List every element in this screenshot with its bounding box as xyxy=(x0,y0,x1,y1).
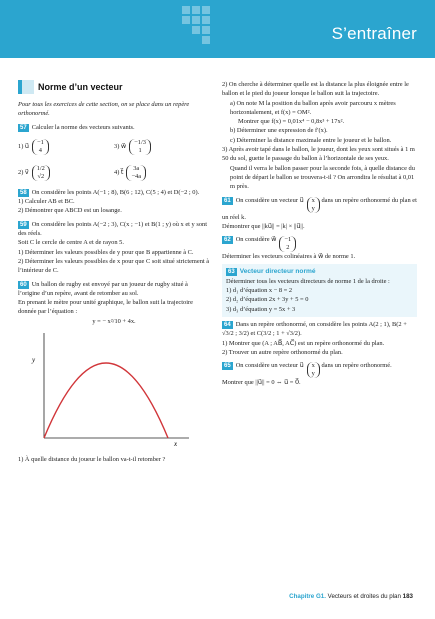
vector-t: 4) t⃗ 3a −4a xyxy=(114,160,210,186)
ex61-text2: Démontrer que ||ku⃗|| = |k| × ||u⃗||. xyxy=(222,222,305,230)
ex59-text2: Soit C le cercle de centre A et de rayon 5. xyxy=(18,239,124,247)
ex64-q2: 2) Trouver un autre repère orthonormé du plan. xyxy=(222,348,343,356)
x-axis-label: x xyxy=(174,440,178,449)
exercise-64: 64 Dans un repère orthonormé, on considère les points A(2 ; 1), B(2 + √3/2 ; 3/2) et C(3/2 ; 1 + √3/2). xyxy=(222,320,407,338)
ex58-q2: 2) Démontrer que ABCD est un losange. xyxy=(18,207,122,215)
page-header xyxy=(0,0,435,58)
left-column xyxy=(18,80,210,465)
trajectory-curve xyxy=(44,363,168,438)
ex59-q2: 2) Déterminer les valeurs possibles de x pour que C soit situé strictement à l’intérieur de C. xyxy=(18,257,210,275)
ex58-q1: 1) Calculer AB et BC. xyxy=(18,198,75,206)
vector-w: 3) w⃗ −1/3 1 xyxy=(114,134,210,160)
vector-u: 1) u⃗ −1 4 xyxy=(18,134,114,160)
vector-v: 2) v⃗ 1/2 √2 xyxy=(18,160,114,186)
ex60-q1: 1) À quelle distance du joueur le ballon va-t-il retomber ? xyxy=(18,456,166,464)
page-number: 183 xyxy=(402,593,413,600)
ex64-q1: 1) Montrer que (A ; AB⃗, AC⃗) est un repère orthonormé du plan. xyxy=(222,339,385,347)
ex60-q3b: Quand il verra le ballon passer pour la seconde fois, à quelle distance du point de départ le ballon se trouvera-t-il ? On arrondira le résultat à 0,01 m près. xyxy=(230,164,415,191)
ex60-qb: b) Déterminer une expression de f′(x). xyxy=(230,127,328,135)
right-column xyxy=(222,80,417,387)
page-title: S’entraîner xyxy=(331,24,417,43)
ex60-q3: 3) Après avoir tapé dans le ballon, le joueur, dont les yeux sont situés à 1 m 50 du sol, guette le passage du ballon à l’horizontale de ses yeux. xyxy=(222,146,415,163)
header-decoration xyxy=(182,0,212,58)
ex62-text2: Déterminer les vecteurs colinéaires à w⃗ de norme 1. xyxy=(222,253,356,261)
y-axis-label: y xyxy=(32,356,36,365)
ex60-qa2: Montrer que f(x) = 0,01x⁴ − 0,8x³ + 17x². xyxy=(238,118,345,126)
footer-chapter: Chapitre G1. xyxy=(289,593,326,600)
section-intro: Pour tous les exercices de cette section, on se place dans un repère orthonormé. xyxy=(18,101,190,118)
exercise-58: 58 On considère les points A(−1 ; 8), B(6 ; 12), C(5 ; 4) et D(−2 ; 0). xyxy=(20,188,200,196)
footer-title: Vecteurs et droites du plan xyxy=(327,593,401,600)
ex60-q2: 2) On cherche à déterminer quelle est la distance la plus éloignée entre le ballon et le pied du joueur lorsque le ballon suit la trajectoire. xyxy=(222,81,409,98)
ex60-text2: En prenant le mètre pour unité graphique, le ballon suit la trajectoire donnée par l’équation : xyxy=(18,299,193,316)
section-title: Norme d’un vecteur xyxy=(18,80,210,94)
exercise-63: 63 Vecteur directeur normé Déterminer tous les vecteurs directeurs de norme 1 de la droite : 1) d₁ d’équation x − 8 = 2 2) d₂ d’équation 2x + 3y + 5 = 0 3) d₃ d’équation y = 5x + 3 xyxy=(222,264,417,316)
exercise-62: 62 On considère w⃗ −1 2 xyxy=(222,235,417,252)
ex59-q1: 1) Déterminer les valeurs possibles de y pour que B appartienne à C. xyxy=(18,248,194,256)
trajectory-graph xyxy=(24,328,194,448)
ex65-text2: Montrer que ||u⃗|| = 0 ⇔ u⃗ = 0⃗. xyxy=(222,379,301,387)
vector-list xyxy=(18,134,210,186)
ex60-qa: a) On note M la position du ballon après avoir parcouru x mètres horizontalement, et f(x) = OM². xyxy=(230,99,396,116)
ex60-qc: c) Déterminer la distance maximale entre le joueur et le ballon. xyxy=(230,136,392,144)
exercise-61: 61 On considère un vecteur u⃗ x y dans un repère orthonormé du plan et un réel k. xyxy=(222,196,417,221)
page-footer xyxy=(0,593,435,605)
exercise-57: 57 Calculer la norme des vecteurs suivants. xyxy=(20,123,135,131)
exercise-65: 65 On considère un vecteur u⃗ x y dans un repère orthonormé. xyxy=(224,362,392,378)
trajectory-formula: y = − x²/10 + 4x. xyxy=(92,317,136,325)
exercise-59: 59 On considère les points A(−2 ; 3), C(x ; −1) et B(1 ; y) où x et y sont des réels. xyxy=(18,220,207,238)
exercise-60: 60 Un ballon de rugby est envoyé par un joueur de rugby situé à l’origine d’un repère, avant de retomber au sol. xyxy=(18,280,188,297)
